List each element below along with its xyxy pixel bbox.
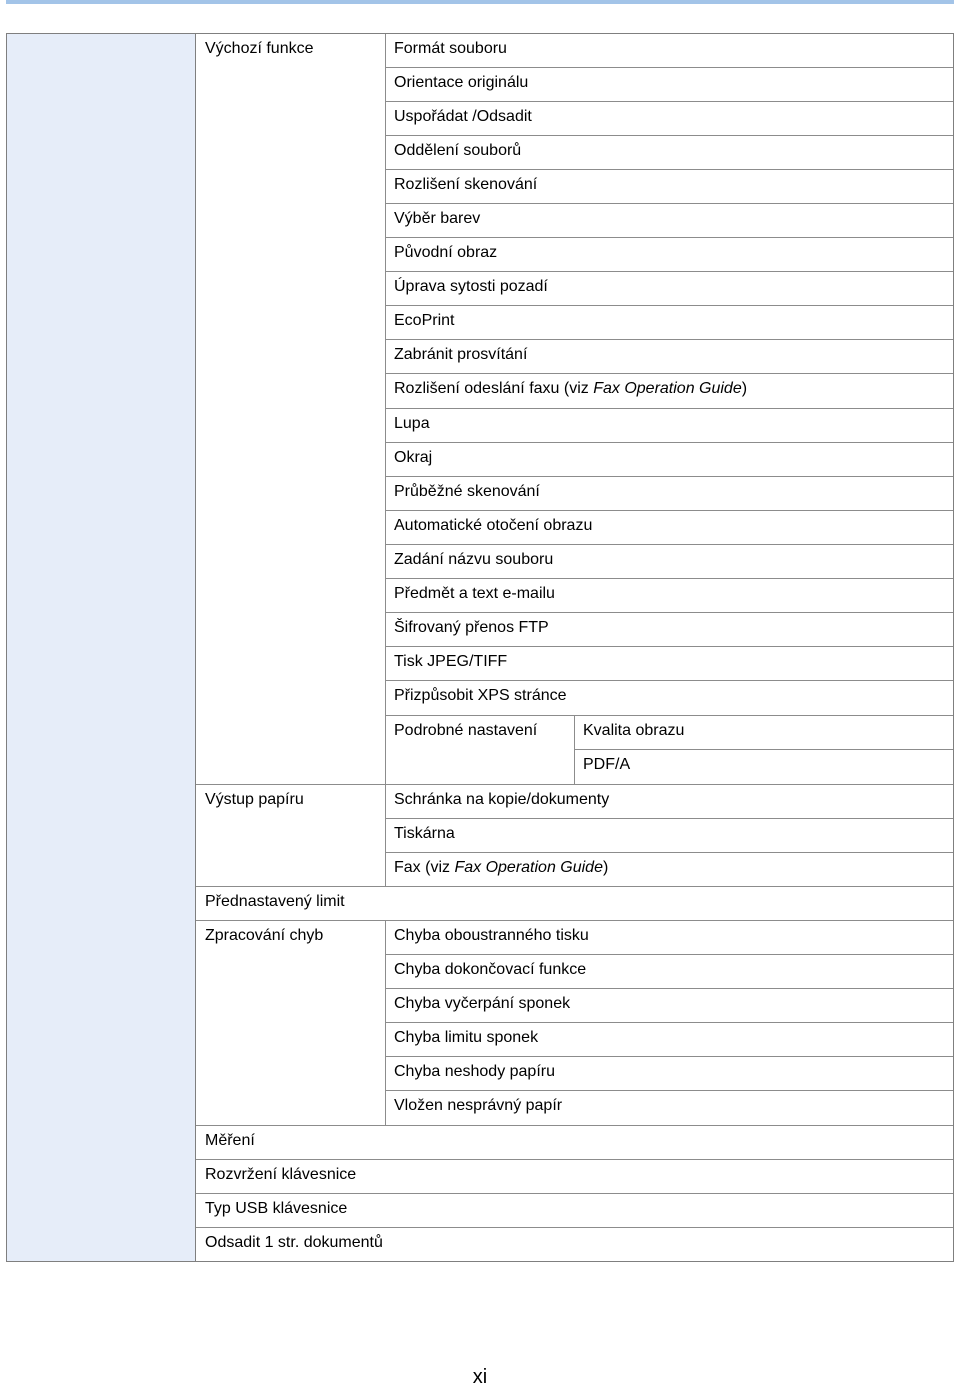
default-func-item: Rozlišení skenování: [394, 176, 538, 193]
row-divider: [385, 476, 953, 477]
default-func-item: Okraj: [394, 449, 433, 466]
row-divider: [574, 749, 953, 750]
row-divider: [385, 169, 953, 170]
row-divider: [196, 1193, 953, 1194]
error-handling-item: Vložen nesprávný papír: [394, 1097, 563, 1114]
default-func-item: Lupa: [394, 415, 430, 432]
default-func-item: EcoPrint: [394, 312, 455, 329]
error-handling-item: Chyba limitu sponek: [394, 1029, 539, 1046]
default-func-item: Výběr barev: [394, 210, 481, 227]
fax-resolution-prefix: Rozlišení odeslání faxu (viz: [394, 380, 594, 397]
row-divider: [385, 442, 953, 443]
row-divider: [385, 954, 953, 955]
row-divider: [385, 1022, 953, 1023]
default-func-item: Zadání názvu souboru: [394, 551, 554, 568]
default-func-item: Předmět a text e-mailu: [394, 585, 555, 602]
item-offset-one-page: Odsadit 1 str. dokumentů: [205, 1234, 383, 1251]
row-divider: [385, 1090, 953, 1091]
row-divider: [385, 544, 953, 545]
row-divider: [385, 271, 953, 272]
detailed-setting-item: Kvalita obrazu: [583, 722, 685, 739]
default-func-item: Orientace originálu: [394, 74, 529, 91]
fax-guide-reference: Fax Operation Guide: [454, 859, 603, 876]
row-divider: [385, 339, 953, 340]
row-divider: [385, 101, 953, 102]
default-func-item: Uspořádat /Odsadit: [394, 108, 532, 125]
default-func-detailed-settings: Podrobné nastavení: [394, 722, 538, 739]
row-divider: [385, 408, 953, 409]
default-func-item: Původní obraz: [394, 244, 498, 261]
item-usb-keyboard-type: Typ USB klávesnice: [205, 1200, 348, 1217]
paper-output-item: Tiskárna: [394, 825, 455, 842]
fax-resolution-suffix: ): [741, 380, 748, 397]
item-paper-output: Výstup papíru: [205, 791, 304, 808]
error-handling-item: Chyba dokončovací funkce: [394, 961, 587, 978]
row-divider: [385, 203, 953, 204]
paper-output-fax: [394, 858, 608, 878]
error-handling-item: Chyba vyčerpání sponek: [394, 995, 571, 1012]
row-divider: [196, 784, 953, 785]
row-divider: [385, 818, 953, 819]
row-divider: [385, 715, 953, 716]
default-func-item: Průběžné skenování: [394, 483, 540, 500]
default-func-item: Šifrovaný přenos FTP: [394, 619, 549, 636]
default-func-item: Přizpůsobit XPS stránce: [394, 687, 567, 704]
row-divider: [196, 1125, 953, 1126]
default-func-item: Formát souboru: [394, 40, 507, 57]
row-divider: [196, 920, 953, 921]
menu-tree-table: [6, 33, 954, 1262]
row-divider: [385, 988, 953, 989]
item-error-handling: Zpracování chyb: [205, 927, 324, 944]
row-divider: [385, 373, 953, 374]
page-number: xi: [472, 1366, 488, 1388]
top-rule: [6, 0, 954, 4]
row-divider: [196, 1227, 953, 1228]
default-func-item: Automatické otočení obrazu: [394, 517, 593, 534]
row-divider: [196, 1159, 953, 1160]
item-keyboard-layout: Rozvržení klávesnice: [205, 1166, 357, 1183]
default-func-item: Oddělení souborů: [394, 142, 522, 159]
item-measurement: Měření: [205, 1132, 255, 1149]
default-func-item: Tisk JPEG/TIFF: [394, 653, 508, 670]
separator: [385, 920, 386, 1126]
left-shaded-column: [7, 34, 196, 1261]
fax-output-suffix: ): [602, 859, 609, 876]
fax-guide-reference: Fax Operation Guide: [593, 380, 742, 397]
detailed-setting-item: PDF/A: [583, 756, 631, 773]
row-divider: [196, 886, 953, 887]
row-divider: [385, 305, 953, 306]
row-divider: [385, 1056, 953, 1057]
default-func-fax-resolution: [394, 379, 747, 399]
item-default-functions: Výchozí funkce: [205, 40, 314, 57]
row-divider: [385, 237, 953, 238]
row-divider: [385, 510, 953, 511]
paper-output-item: Schránka na kopie/dokumenty: [394, 791, 610, 808]
row-divider: [385, 612, 953, 613]
row-divider: [385, 135, 953, 136]
separator: [385, 34, 386, 887]
row-divider: [385, 680, 953, 681]
row-divider: [385, 852, 953, 853]
row-divider: [385, 67, 953, 68]
item-preset-limit: Přednastavený limit: [205, 893, 345, 910]
row-divider: [385, 578, 953, 579]
fax-output-prefix: Fax (viz: [394, 859, 455, 876]
error-handling-item: Chyba oboustranného tisku: [394, 927, 589, 944]
default-func-item: Úprava sytosti pozadí: [394, 278, 548, 295]
row-divider: [385, 646, 953, 647]
default-func-item: Zabránit prosvítání: [394, 346, 528, 363]
error-handling-item: Chyba neshody papíru: [394, 1063, 555, 1080]
